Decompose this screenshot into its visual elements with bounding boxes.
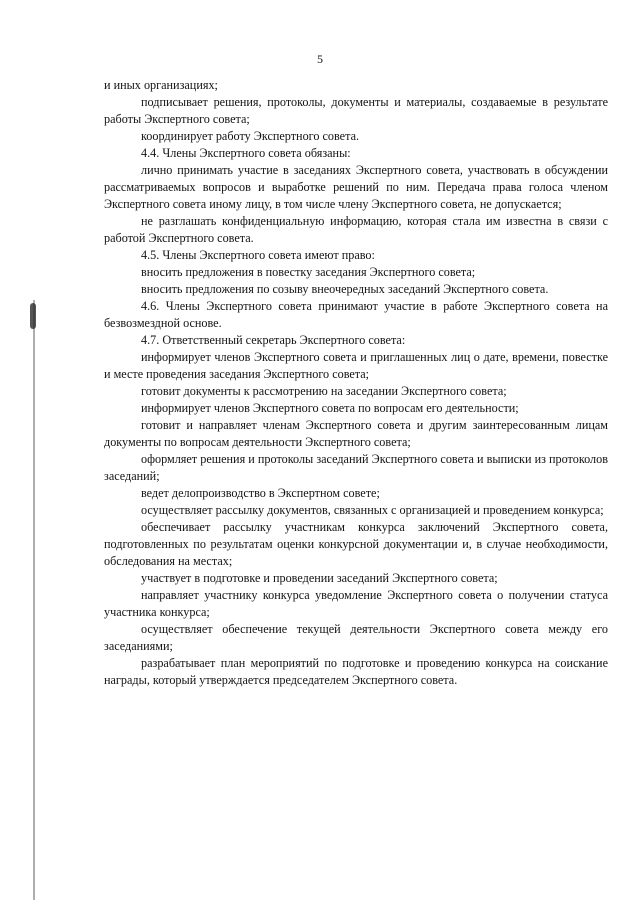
paragraph: координирует работу Экспертного совета. [141,129,360,143]
paragraph: вносить предложения в повестку заседания Экспертного совета; [141,265,476,279]
paragraph: готовит и направляет членам Экспертного совета и другим заинтересованным лицам документы по вопросам деятельности Экспертного совета; [104,418,608,449]
paragraph: и иных организациях; [104,78,218,92]
paragraph: вносить предложения по созыву внеочередных заседаний Экспертного совета. [141,282,549,296]
paragraph: обеспечивает рассылку участникам конкурса заключений Экспертного совета, подготовленных по результатам оценки конкурсной документации и, в случае необходимости, обследования на местах; [104,520,608,568]
paragraph: осуществляет рассылку документов, связанных с организацией и проведением конкурса; [141,503,604,517]
section-heading: 4.7. Ответственный секретарь Экспертного совета: [141,333,406,347]
paragraph: разрабатывает план мероприятий по подготовке и проведению конкурса на соискание награды, который утверждается председателем Экспертного совета. [104,656,608,687]
page-number: 5 [317,52,323,66]
paragraph: лично принимать участие в заседаниях Экспертного совета, участвовать в обсуждении рассматриваемых вопросов и выработке решений по ним. Передача права голоса членом Экспертного совета иному лицу, в том числе члену Экспертного совета, не допускается; [104,163,608,211]
section-heading: 4.6. Члены Экспертного совета принимают участие в работе Экспертного совета на безвозмездной основе. [104,299,608,330]
paragraph: подписывает решения, протоколы, документы и материалы, создаваемые в результате работы Экспертного совета; [104,95,608,126]
paragraph: направляет участнику конкурса уведомление Экспертного совета о получении статуса участника конкурса; [104,588,608,619]
document-body [104,77,608,689]
paragraph: информирует членов Экспертного совета по вопросам его деятельности; [141,401,519,415]
section-heading: 4.4. Члены Экспертного совета обязаны: [141,146,351,160]
paragraph: готовит документы к рассмотрению на заседании Экспертного совета; [141,384,507,398]
paragraph: ведет делопроизводство в Экспертном совете; [141,486,380,500]
binding-edge-line [33,300,35,900]
paragraph: информирует членов Экспертного совета и приглашенных лиц о дате, времени, повестке и месте проведения заседания Экспертного совета; [104,350,608,381]
section-heading: 4.5. Члены Экспертного совета имеют право: [141,248,375,262]
paragraph: не разглашать конфиденциальную информацию, которая стала им известна в связи с работой Экспертного совета. [104,214,608,245]
binding-hole-mark [30,303,36,329]
paragraph: оформляет решения и протоколы заседаний Экспертного совета и выписки из протоколов заседаний; [104,452,608,483]
paragraph: осуществляет обеспечение текущей деятельности Экспертного совета между его заседаниями; [104,622,608,653]
paragraph: участвует в подготовке и проведении заседаний Экспертного совета; [141,571,498,585]
